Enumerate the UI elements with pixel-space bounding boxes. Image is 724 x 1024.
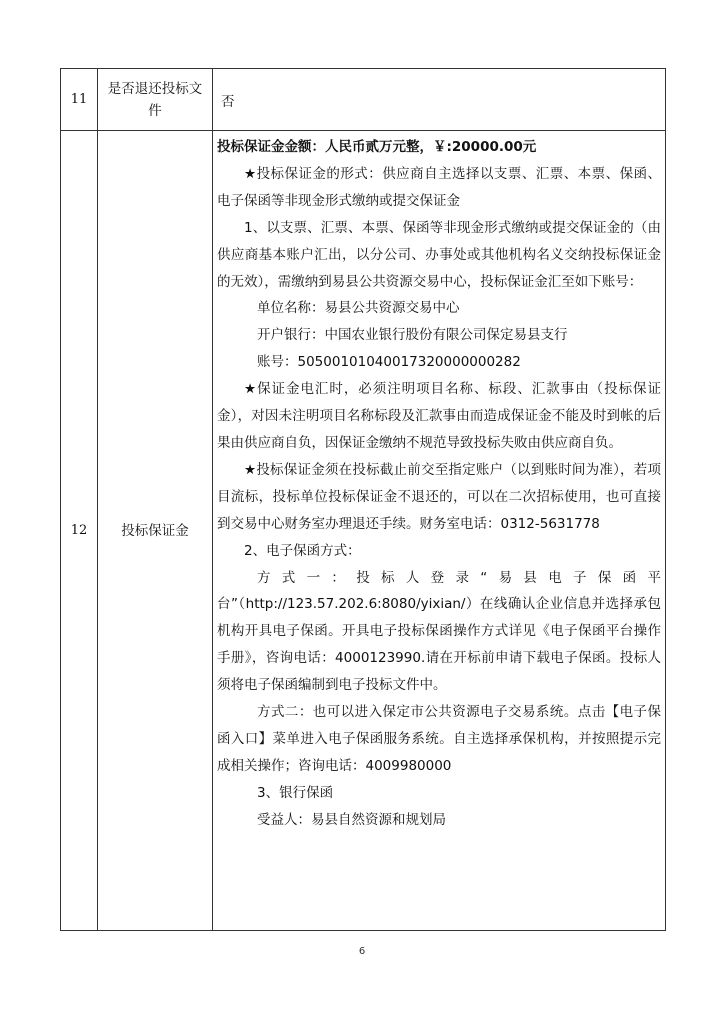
wire-note: ★保证金电汇时，必须注明项目名称、标段、汇款事由（投标保证金），对因未注明项目名称标段及汇款事由而造成保证金不能及时到帐的后果由供应商自负，因保证金缴纳不规范导致投标失败由供应商自负。 [217, 381, 661, 451]
table-row [61, 131, 666, 931]
tender-info-table [60, 68, 666, 931]
beneficiary: 受益人：易县自然资源和规划局 [257, 811, 446, 828]
account-bank: 开户银行：中国农业银行股份有限公司保定易县支行 [257, 327, 568, 344]
row-number: 11 [61, 69, 98, 131]
e-guarantee-method-1: 方式一：投标人登录“易县电子保函平台”（http://123.57.202.6:8080/yixian/）在线确认企业信息并选择承包机构开具电子保函。开具电子投标保函操作方式详见《电子保函平台操作手册》，咨询电话：4000123990.请在开标前申请下载电子保函。投标人须将电子保函编制到电子投标文件中。 [217, 569, 661, 694]
row-value: 否 [213, 69, 666, 131]
bond-amount: 投标保证金金额：人民币贰万元整，￥:20000.00元 [217, 139, 537, 155]
bond-item-1: 1、以支票、汇票、本票、保函等非现金形式缴纳或提交保证金的（由供应商基本账户汇出，以分公司、办事处或其他机构名义交纳投标保证金的无效），需缴纳到易县公共资源交易中心，投标保证金汇至如下账号： [217, 219, 661, 290]
row-label: 是否退还投标文件 [98, 69, 213, 131]
deadline-note: ★投标保证金须在投标截止前交至指定账户（以到账时间为准），若项目流标，投标单位投标保证金不退还的，可以在二次招标使用，也可直接到交易中心财务室办理退还手续。财务室电话：0312-5631778 [217, 461, 661, 532]
bond-form: ★投标保证金的形式：供应商自主选择以支票、汇票、本票、保函、电子保函等非现金形式缴纳或提交保证金 [217, 165, 661, 209]
bid-bond-content [213, 131, 666, 931]
account-number: 账号：50500101040017320000000282 [257, 354, 521, 371]
table-row [61, 69, 666, 131]
e-guarantee-method-2: 方式二：也可以进入保定市公共资源电子交易系统。点击【电子保函入口】菜单进入电子保函服务系统。自主选择承保机构，并按照提示完成相关操作；咨询电话：4009980000 [217, 704, 661, 774]
account-unit-name: 单位名称：易县公共资源交易中心 [257, 300, 460, 317]
bond-item-2: 2、电子保函方式： [244, 542, 361, 559]
page-number: 6 [358, 946, 366, 957]
bond-item-3: 3、银行保函 [257, 784, 334, 801]
row-number: 12 [61, 131, 98, 931]
row-label: 投标保证金 [98, 131, 213, 931]
